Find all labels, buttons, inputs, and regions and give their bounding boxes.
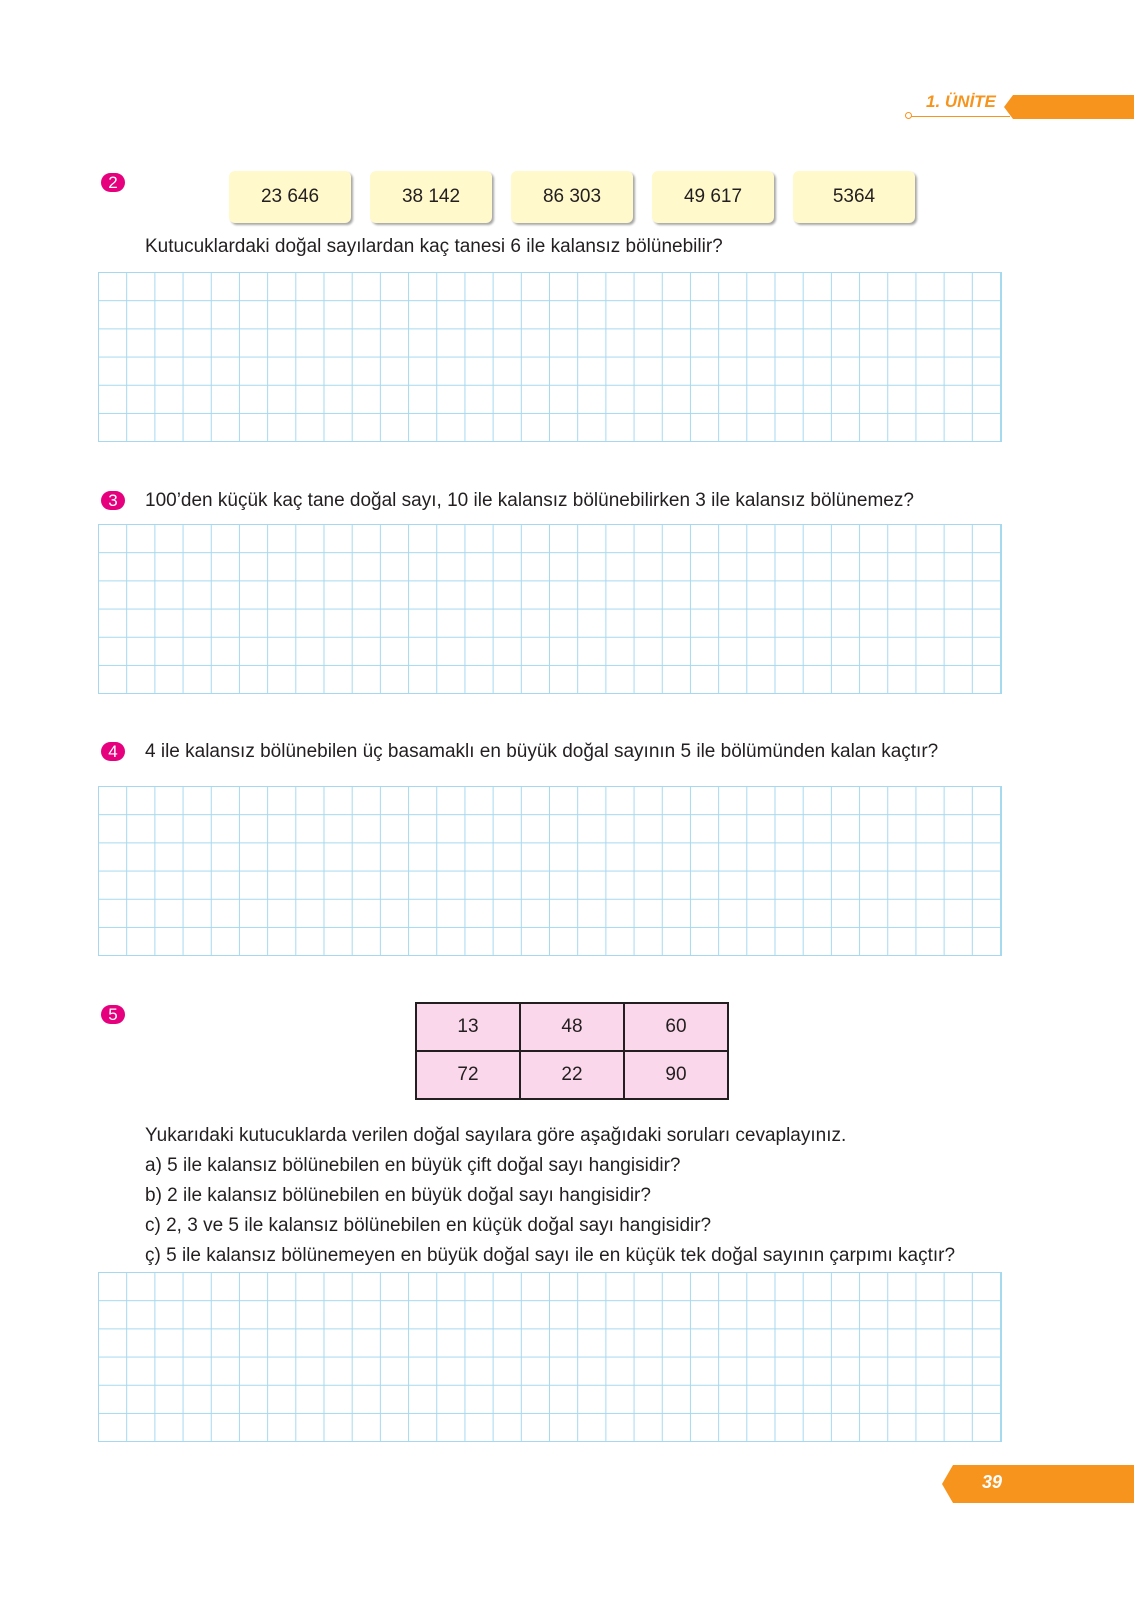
table-row (416, 1003, 728, 1051)
number-box: 49 617 (652, 171, 774, 223)
page-number-tab (942, 1465, 1134, 1503)
question-5-item-b: b) 2 ile kalansız bölünebilen en büyük doğal sayı hangisidir? (145, 1185, 651, 1206)
question-5-intro: Yukarıdaki kutucuklarda verilen doğal sayılara göre aşağıdaki soruları cevaplayınız. (145, 1125, 847, 1146)
question-3-text: 100’den küçük kaç tane doğal sayı, 10 ile kalansız bölünebilirken 3 ile kalansız bölünemez? (145, 490, 914, 511)
answer-grid-q5[interactable] (98, 1272, 1002, 1442)
unit-tab-decoration (1004, 95, 1134, 119)
number-box: 86 303 (511, 171, 633, 223)
question-4-badge: 4 (101, 742, 125, 761)
table-cell: 90 (624, 1051, 728, 1099)
question-2-text: Kutucuklardaki doğal sayılardan kaç tanesi 6 ile kalansız bölünebilir? (145, 236, 723, 257)
question-5-item-cc: ç) 5 ile kalansız bölünemeyen en büyük doğal sayı ile en küçük tek doğal sayının çarpımı kaçtır? (145, 1245, 956, 1266)
question-5-text-block (145, 1121, 955, 1271)
question-3-badge: 3 (101, 491, 125, 510)
table-row (416, 1051, 728, 1099)
number-table (415, 1002, 729, 1100)
answer-grid-q3[interactable] (98, 524, 1002, 694)
table-cell: 48 (520, 1003, 624, 1051)
question-5-item-c: c) 2, 3 ve 5 ile kalansız bölünebilen en küçük doğal sayı hangisidir? (145, 1215, 712, 1236)
unit-title: 1. ÜNİTE (926, 92, 996, 111)
header-rule (910, 116, 1010, 117)
number-box: 38 142 (370, 171, 492, 223)
question-5-item-a: a) 5 ile kalansız bölünebilen en büyük çift doğal sayı hangisidir? (145, 1155, 681, 1176)
question-4-text: 4 ile kalansız bölünebilen üç basamaklı en büyük doğal sayının 5 ile bölümünden kalan kaçtır? (145, 741, 939, 762)
question-2-badge: 2 (101, 173, 125, 192)
table-cell: 13 (416, 1003, 520, 1051)
number-box: 5364 (793, 171, 915, 223)
page-number: 39 (982, 1472, 1003, 1492)
table-cell: 22 (520, 1051, 624, 1099)
answer-grid-q4[interactable] (98, 786, 1002, 956)
answer-grid-q2[interactable] (98, 272, 1002, 442)
table-cell: 72 (416, 1051, 520, 1099)
number-box: 23 646 (229, 171, 351, 223)
header-rule-dot (905, 112, 912, 119)
question-5-badge: 5 (101, 1005, 125, 1024)
table-cell: 60 (624, 1003, 728, 1051)
